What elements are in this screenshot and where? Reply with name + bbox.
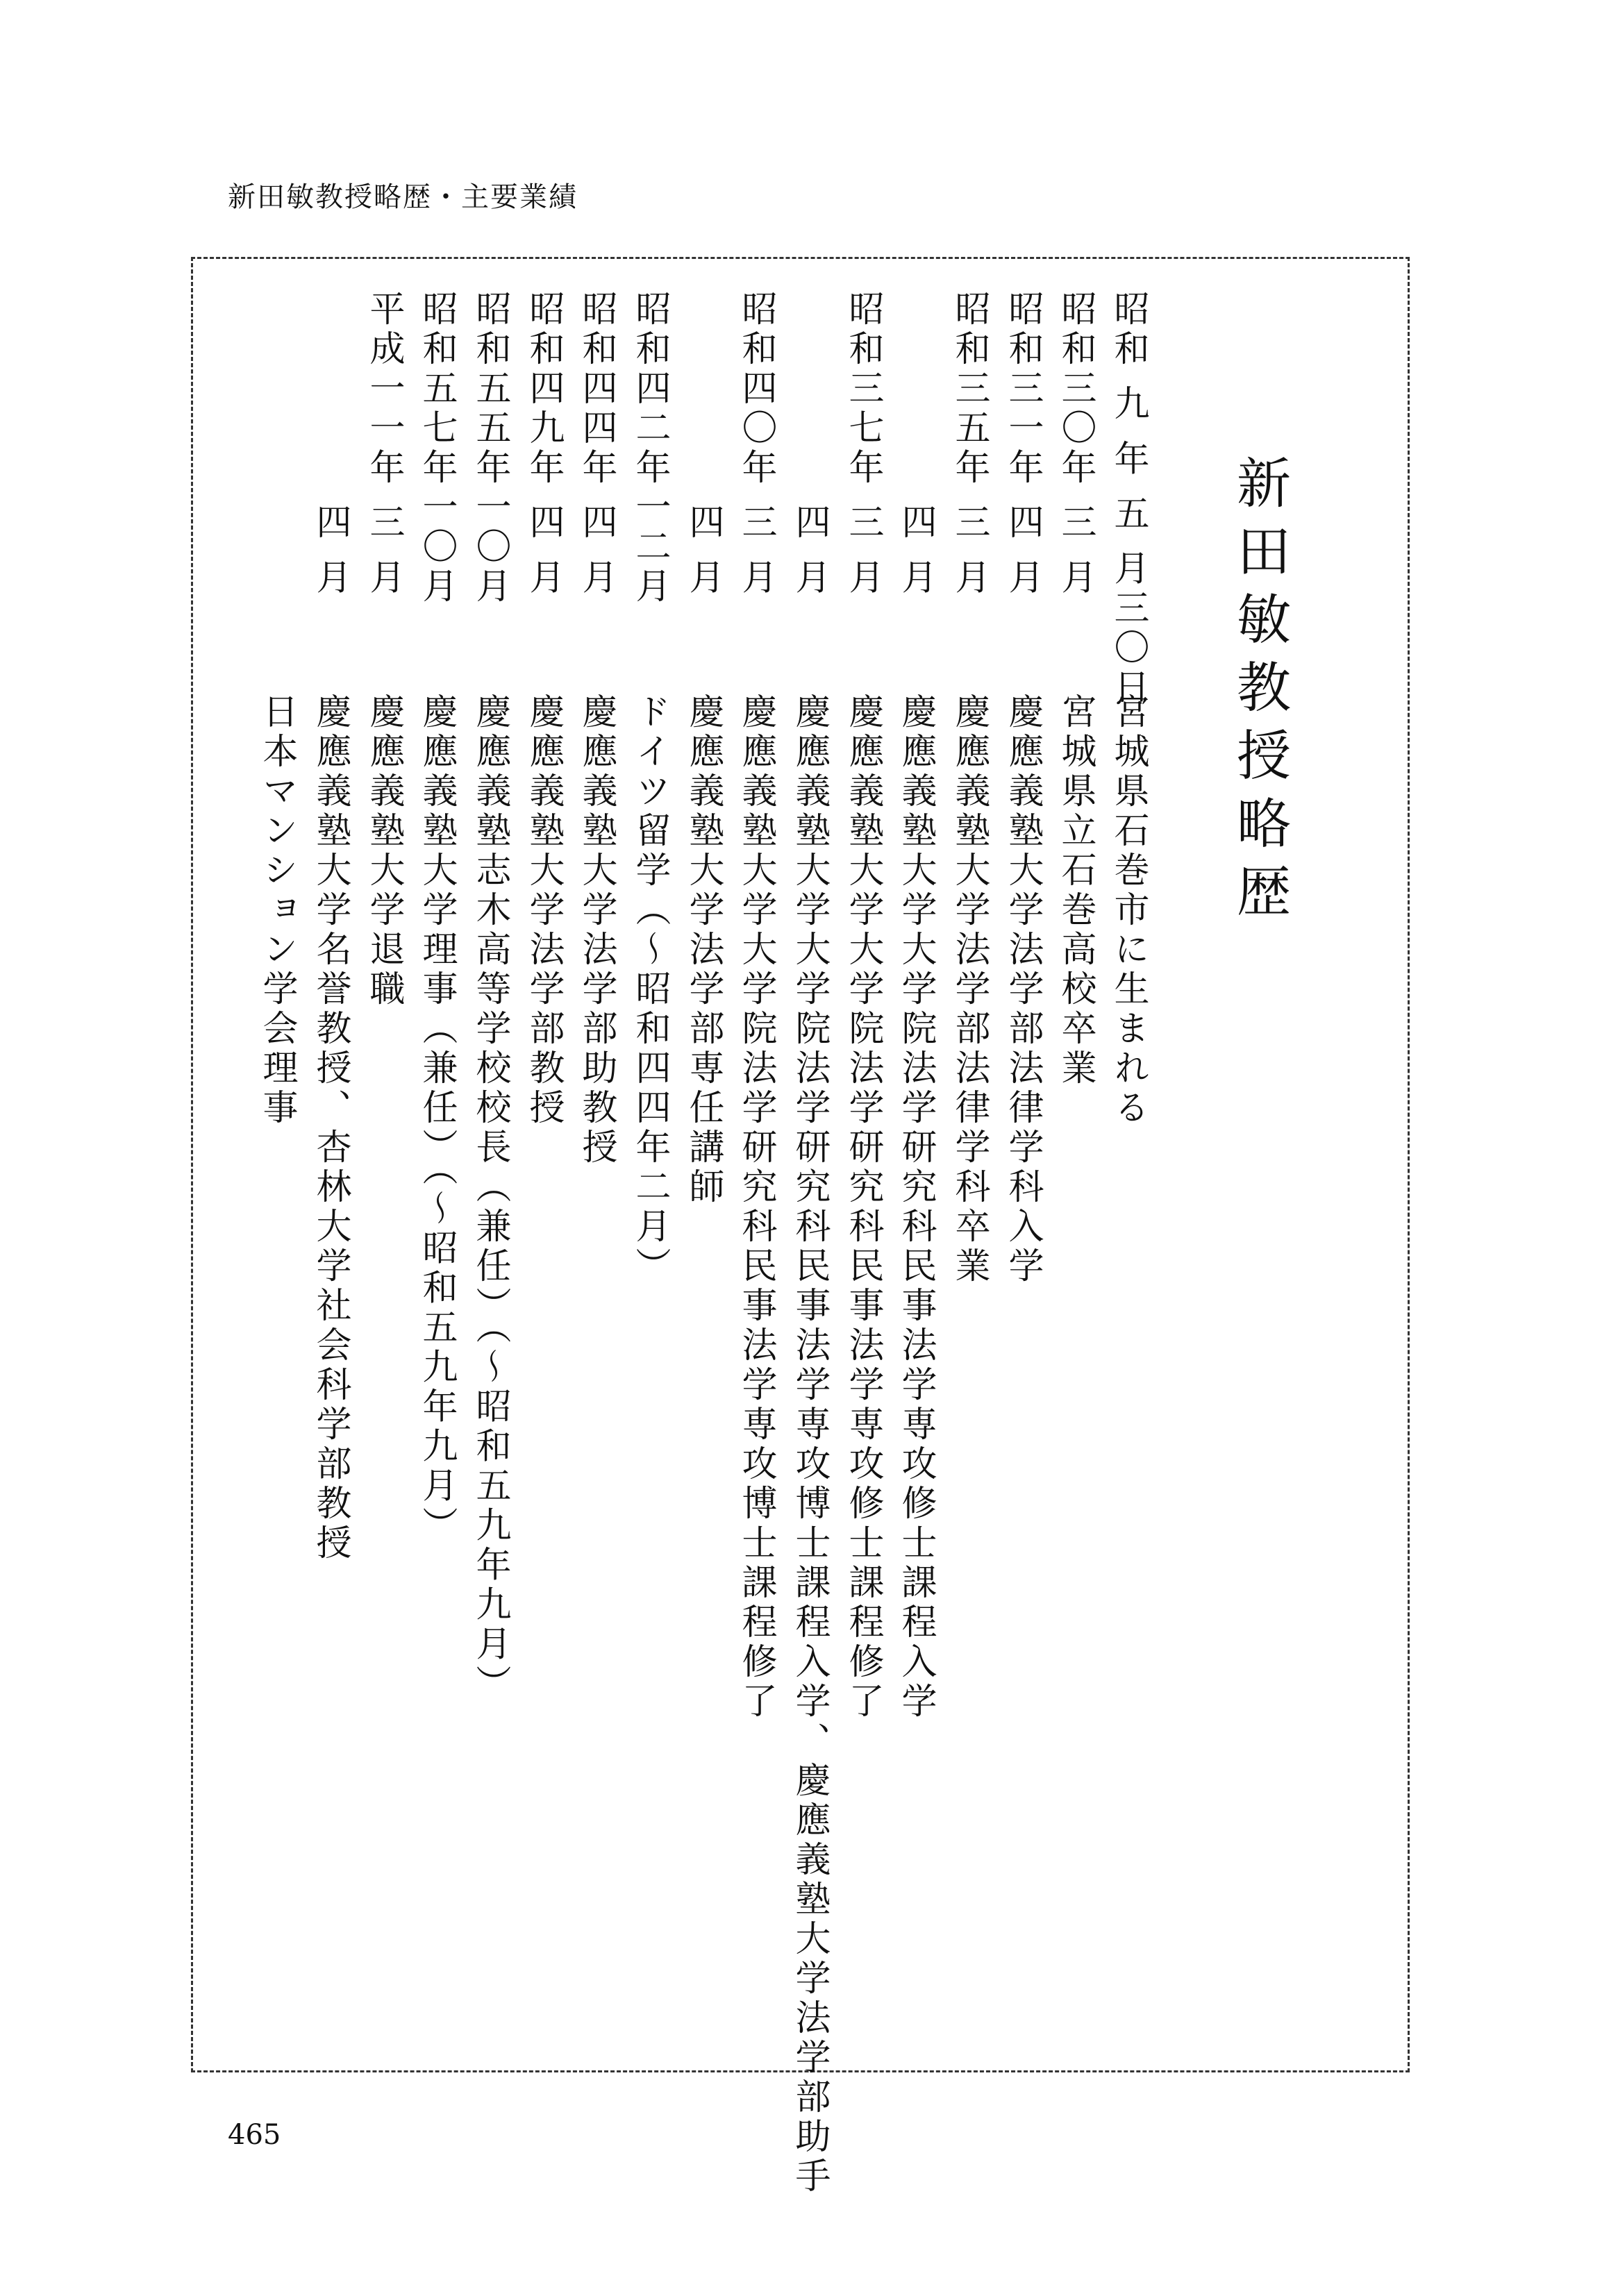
row-text-6: 慶應義塾大学大学院法学研究科民事法学専攻修士課程修了 — [842, 693, 883, 1722]
row-text-7: 慶應義塾大学大学院法学研究科民事法学専攻博士課程入学、慶應義塾大学法学部助手 — [789, 693, 830, 2197]
running-header: 新田敏教授略歴・主要業績 — [228, 181, 578, 213]
row-date-12: 昭和四九年 四 月 — [523, 290, 564, 598]
row-text-10: ドイツ留学（〜昭和四四年二月） — [629, 693, 670, 1287]
row-text-16: 慶應義塾大学名誉教授、杏林大学社会科学部教授 — [310, 693, 351, 1564]
row-text-8: 慶應義塾大学大学院法学研究科民事法学専攻博士課程修了 — [735, 693, 776, 1722]
row-date-3: 昭和三一年 四 月 — [1002, 290, 1043, 598]
row-text-14: 慶應義塾大学理事（兼任）（〜昭和五九年九月） — [416, 693, 457, 1546]
row-text-11: 慶應義塾大学法学部助教授 — [576, 693, 617, 1168]
row-date-2: 昭和三〇年 三 月 — [1055, 290, 1096, 598]
row-date-10: 昭和四二年一二月 — [629, 290, 670, 607]
row-date-15: 平成一一年 三 月 — [363, 290, 404, 598]
row-date-9: 四 月 — [683, 290, 724, 598]
row-text-13: 慶應義塾志木高等学校校長（兼任）（〜昭和五九年九月） — [469, 693, 510, 1704]
row-text-15: 慶應義塾大学退職 — [363, 693, 404, 1009]
page-title: 新田敏教授略歴 — [1228, 455, 1290, 931]
row-date-5: 四 月 — [895, 290, 936, 598]
row-text-12: 慶應義塾大学法学部教授 — [523, 693, 564, 1128]
row-date-11: 昭和四四年 四 月 — [576, 290, 617, 598]
row-date-1: 昭和 九 年 五 月三〇日 — [1108, 290, 1149, 708]
row-text-9: 慶應義塾大学法学部専任講師 — [683, 693, 724, 1207]
row-date-16: 四 月 — [310, 290, 351, 598]
row-text-3: 慶應義塾大学法学部法律学科入学 — [1002, 693, 1043, 1287]
row-date-14: 昭和五七年一〇月 — [416, 290, 457, 607]
row-text-2: 宮城県立石巻高校卒業 — [1055, 693, 1096, 1089]
row-date-6: 昭和三七年 三 月 — [842, 290, 883, 598]
row-date-7: 四 月 — [789, 290, 830, 598]
row-date-4: 昭和三五年 三 月 — [949, 290, 990, 598]
row-date-13: 昭和五五年一〇月 — [469, 290, 510, 607]
row-text-17: 日本マンション学会理事 — [256, 693, 297, 1128]
page-number: 465 — [228, 2119, 281, 2151]
row-text-4: 慶應義塾大学法学部法律学科卒業 — [949, 693, 990, 1287]
row-text-1: 宮城県石巻市に生まれる — [1108, 693, 1149, 1128]
row-text-5: 慶應義塾大学大学院法学研究科民事法学専攻修士課程入学 — [895, 693, 936, 1722]
row-date-8: 昭和四〇年 三 月 — [735, 290, 776, 598]
